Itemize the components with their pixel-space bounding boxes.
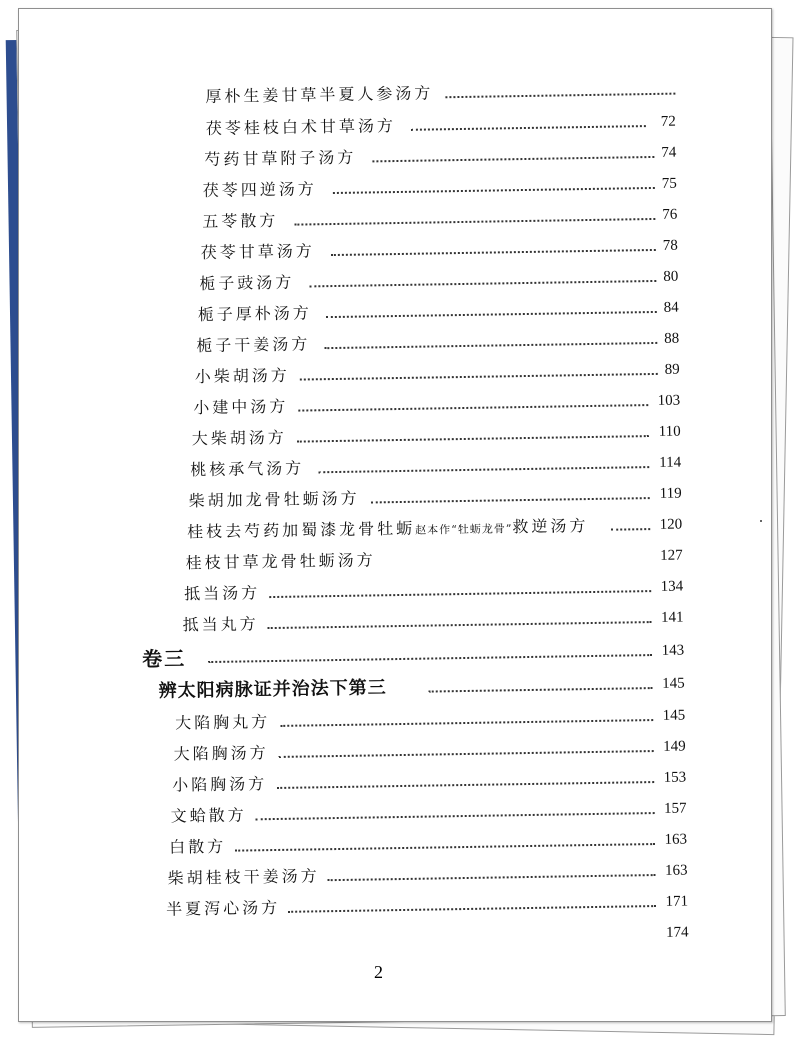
toc-entry-page: 174: [665, 924, 689, 941]
toc-entry-page: 76: [662, 206, 678, 223]
dot-leader: [318, 466, 649, 473]
dot-leader: [331, 249, 656, 256]
toc-entry-title: 小陷胸汤方: [172, 774, 268, 795]
dot-leader: [294, 218, 655, 226]
toc-entry: [206, 110, 676, 143]
toc-entry-title: 小柴胡汤方: [194, 365, 290, 387]
toc-entry: [201, 234, 678, 267]
toc-entry-page: 134: [660, 578, 684, 595]
toc-entry-page: 163: [664, 862, 688, 879]
toc-entry: [184, 575, 683, 609]
toc-entry-title: 茯苓桂枝白术甘草汤方: [205, 116, 397, 139]
toc-entry-title-main: 桂枝去芍药加蜀漆龙骨牡蛎: [187, 518, 416, 542]
toc-entry-title: 桃核承气汤方: [190, 458, 305, 480]
toc-entry: [175, 704, 685, 738]
toc-entry-title: 茯苓甘草汤方: [200, 241, 315, 263]
toc-entry-title: 大柴胡汤方: [191, 427, 287, 449]
page-number: 2: [374, 962, 383, 982]
toc-entry: [193, 389, 680, 423]
toc-entry: [198, 296, 679, 330]
dot-leader: [280, 719, 653, 727]
dot-leader: [300, 373, 658, 381]
toc-entry-title: 栀子干姜汤方: [196, 334, 311, 356]
toc-entry: [190, 451, 681, 485]
toc-entry-page: 145: [662, 675, 685, 692]
dot-leader: [279, 750, 654, 758]
toc-entry: [189, 482, 682, 516]
toc-entry-title: 大陷胸丸方: [175, 712, 271, 733]
toc-entry-page: 75: [661, 175, 677, 192]
toc-entry-title: 抵当丸方: [182, 614, 259, 635]
toc-entry: [169, 828, 687, 862]
toc-entry-title: 桂枝甘草龙骨牡蛎汤方: [185, 550, 376, 573]
toc-entry: [182, 606, 683, 640]
toc-entry-page: 127: [660, 547, 683, 564]
toc-entry: [187, 513, 682, 547]
toc-entry: [205, 78, 675, 111]
toc-entry: [167, 859, 687, 893]
toc-entry: [186, 544, 683, 578]
dot-leader: [269, 590, 651, 598]
toc-entry-page: 114: [659, 454, 682, 471]
dot-leader: [324, 342, 657, 349]
toc-section-heading: [159, 672, 685, 706]
toc-entry: [196, 327, 679, 361]
dot-leader: [256, 812, 655, 820]
toc-entry-title: 小建中汤方: [193, 396, 289, 418]
dot-leader: [288, 905, 656, 913]
dot-leader: [411, 125, 646, 131]
toc-entry-page: 120: [659, 516, 683, 533]
toc-entry: [174, 735, 686, 769]
toc-entry: [192, 420, 681, 454]
toc-entry-title: 栀子厚朴汤方: [197, 303, 312, 325]
dot-leader: [326, 311, 657, 318]
toc-entry-page: 84: [663, 299, 679, 316]
toc-entry-page: 103: [657, 392, 681, 409]
toc-entry: [203, 172, 677, 205]
toc-entry-page: 74: [661, 144, 677, 161]
toc-entry-title: 文蛤散方: [170, 805, 247, 826]
toc-entry-page: 72: [660, 113, 676, 130]
toc-entry: [195, 358, 680, 392]
dot-leader: [297, 435, 649, 443]
dot-leader: [235, 843, 655, 852]
toc-entry-page: 145: [662, 707, 686, 724]
toc-entry-title: 五苓散方: [202, 210, 279, 232]
toc-entry-page: 88: [664, 330, 680, 347]
toc-entry: [166, 890, 688, 924]
toc-entry-title: 辨太阳病脉证并治法下第三: [158, 677, 387, 702]
toc-entry-title: [187, 514, 589, 546]
toc-entry-title: 芍药甘草附子汤方: [204, 147, 357, 170]
toc-entry-page: 89: [664, 361, 680, 378]
toc-entry: [202, 203, 677, 236]
toc-entry-page: 141: [660, 609, 684, 626]
toc-entry-title: 卷三: [142, 646, 187, 672]
toc-entry-title: 栀子豉汤方: [199, 272, 295, 294]
dot-leader: [277, 781, 654, 789]
toc-entry-page: 149: [663, 738, 686, 755]
toc-entry-page: 110: [658, 423, 681, 440]
toc-entry-page: 78: [662, 237, 678, 254]
toc-entry: [204, 141, 676, 174]
dot-leader: [298, 404, 648, 411]
dot-leader: [611, 528, 650, 531]
toc-entry-title: 茯苓四逆汤方: [202, 179, 317, 201]
toc-entry-title: 大陷胸汤方: [173, 743, 269, 764]
dot-leader: [371, 497, 650, 503]
toc-entry: [166, 921, 688, 955]
toc-entry-page: 119: [659, 485, 682, 502]
toc-entry: [170, 797, 686, 831]
toc-entry-title: 柴胡加龙骨牡蛎汤方: [188, 488, 360, 511]
dot-leader: [429, 687, 653, 693]
dot-leader: [208, 654, 652, 663]
dot-leader: [268, 621, 652, 629]
toc-entry-page: 143: [661, 642, 685, 659]
toc-entry-title: 半夏泻心汤方: [165, 897, 281, 919]
toc-entry-page: 171: [665, 893, 689, 910]
toc-entry-title: 柴胡桂枝干姜汤方: [167, 866, 320, 888]
toc-volume-heading: [142, 639, 684, 674]
toc-entry-title: 厚朴生姜甘草半夏人参汤方: [205, 83, 434, 107]
toc-entry-page: 157: [663, 800, 687, 817]
toc-entry-page: 163: [664, 831, 688, 848]
toc-entry-title: 白散方: [169, 836, 227, 857]
toc-entry-title: 抵当汤方: [184, 583, 261, 604]
toc-entry-page: 153: [663, 769, 687, 786]
dot-leader: [328, 874, 656, 881]
toc-entry: [199, 265, 678, 299]
dot-leader: [309, 280, 656, 287]
toc-entry-title-tail: 救逆汤方: [512, 516, 589, 537]
toc-entry-page: 80: [663, 268, 679, 285]
dot-leader: [372, 156, 654, 162]
toc-entry: [172, 766, 686, 800]
page-speck: [760, 520, 762, 522]
toc-entry-note: 赵本作“牡蛎龙骨”: [415, 522, 513, 537]
dot-leader: [333, 187, 655, 194]
dot-leader: [445, 93, 675, 99]
